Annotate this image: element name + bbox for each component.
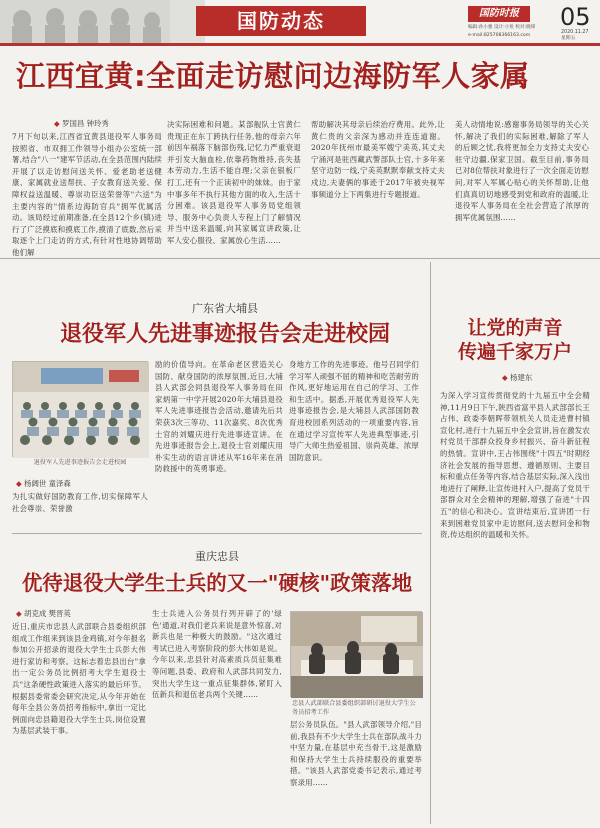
byline-marker-icon: ◆	[16, 609, 25, 618]
article3-col-1: 近日,重庆市忠县人武部联合县委组织部组成工作组来到该县金鸡镇,对今年报名参加公开招录的退役大学生士兵彭大伟进行家访和考察。这标志着忠县出台"拿出一定公务员比例招考大学生退役士兵"这条硬性政策进入落实的最后环节。根据县委常委会研究决定,从今年开始在每年全县公务员招考指标中,拿出一定比例面向忠县籍退役大学生士兵,岗位设置为基层武装干事。	[12, 622, 146, 736]
main-col-3: 帮助解决其母亲后续治疗费用。此外,让黄仁贵的父亲深为感动并连连道谢。2020年抚州市最美军嫂宁美英,其丈夫宁涌河是驻西藏武警部队士官,十多年来坚守边防一线,宁美英默默奉献支持丈夫戍边,夫妻俩的事迹于2017年被央视军事频道分上下两集进行专题报道。	[311, 120, 445, 199]
article3-headline: 优待退役大学生士兵的又一"硬核"政策落地	[21, 571, 413, 595]
masthead	[468, 3, 596, 41]
article2-col-2: 励的价值导向。在革命老区营造关心国防、献身国防的浓厚氛围,近日,大埔县人武部会同县退役军人事务局在田家炳第一中学开展2020年大埔县退役军人先进事迹报告会活动,邀请先后共荣获3次三等功、11次嘉奖、8次优秀士官的刘耀庆进行先进事迹宣讲。在先进事迹报告会上,退役士官刘耀庆用朴实生动的语言讲述从军16年来在消防救援中的英勇事迹。	[155, 360, 283, 474]
article4-headline-line1: 让党的声音	[467, 317, 563, 339]
byline-marker-icon: ◆	[502, 373, 511, 382]
section-title: 国防动态	[196, 6, 366, 36]
byline-text: 杨阔世 童泽森	[24, 479, 71, 488]
article3-photo-caption: 忠县人武部联合县委组织部研讨退役大学生公务员招考工作	[292, 700, 416, 716]
byline-marker-icon: ◆	[16, 479, 25, 488]
article3-byline	[16, 608, 136, 619]
page-number: 05	[560, 3, 591, 31]
article3-col-3: 层公务员队伍。"县人武部领导介绍,"目前,我县有不少大学生士兵在部队战斗力中坚力量,在基层中充当骨干,这是激励和保持大学生士兵持续服役的重要举措。"该县人武部党委书记表示,通过考察录用……	[290, 720, 422, 787]
byline-text: 罗国昌 钟玲秀	[62, 119, 109, 128]
article4-body: 为深入学习宣传贯彻党的十九届五中全会精神,11月9日下午,陕西省富平县人武部部长王占伟、政委李朝晖带领机关人员走进曹村镇宣化村,进行十九届五中全会宣讲,旨在激发农村党员干部群众投身乡村振兴、奋斗新征程的热情。宣讲中,王占伟围绕"十四五"时期经济社会发展的指导思想、遵循原则、主要目标和重点任务等内容,结合基层实际,深入浅出地进行了阐释,让宣传进村入户,提高了党员干部群众对全会精神的理解,增强了奋进"十四五"的信心和决心。宣讲结束后,宣讲团一行来到困难党员家中走访慰问,送去慰问金和物资,传达组织的温暖和关怀。	[440, 391, 590, 540]
main-col-1: 7月下旬以来,江西省宜黄县退役军人事务局按照省、市双拥工作领导小组办公室统一部署,结合"八一"建军节活动,在全县范围内陆续开展了以走访慰问送关怀、爱老助老送健康、家属就业送帮扶、子女教育送关爱、保障权益送温暖、尊崇功臣送荣誉等"六送"为主要内容的"情系边海防官兵"拥军优属活动。该局经过前期准备,在全县12个乡(镇)进行了广泛摸底和摸底工作,摸清了底数,然后采取逐个上门走访的方式,有针对性地协调帮助他们解	[12, 132, 162, 257]
article2-byline	[16, 478, 136, 489]
article2-photo-caption: 退役军人先进事迹报告会走进校园	[33, 459, 127, 466]
article3-col-2: 生士兵进入公务员行列开辟了的'绿色'通道,对我们老兵来说是意外惊喜,对新兵也是一种极大的鼓励。"这次通过考试已进入考察阶段的彭大伟如是说。今年以来,忠县针对高素质兵员征集难等问题,县委、政府和人武部共同发力,突出大学生这一重点征集群体,紧盯入伍新兵和退伍老兵两个关键……	[152, 609, 282, 700]
article4-byline	[502, 372, 582, 383]
credits-line: 编辑:孙小强 设计:小鱼 校对:晓锋	[468, 25, 536, 30]
header-rule	[0, 43, 600, 46]
article2-col-3: 身地方工作的先进事迹。他号召同学们学习军人顽强不屈的精神和吃苦耐劳的作风,更好地运用在自己的学习、工作和生活中。据悉,开展优秀退役军人先进事迹报告会,是大埔县人武部国防教育进校园系列活动的一项重要内容,旨在通过学习宣传军人先进典型事迹,引导广大师生热爱祖国、崇尚英雄、浓厚国防意识。	[289, 360, 419, 462]
issue-weekday: 星期五	[561, 36, 576, 41]
email-line: e-mail:825708366163.com	[468, 33, 531, 38]
main-col-4: 美人动情地说:感谢事务局领导的关心关怀,解决了我们的实际困难,解除了军人的后顾之忧,我将更加全力支持丈夫安心驻守边疆,保家卫国。截至目前,事务局已对8位帮扶对象进行了一次全面走访慰问,对军人军属心贴心的关怀帮助,让他们真真切切地感受到党和政府的温暖,让退役军人事务局在全社会营造了浓厚的拥军优属氛围……	[455, 120, 589, 222]
article2-kicker: 广东省大埔县	[192, 302, 258, 315]
issue-date: 2020.11.27	[561, 30, 589, 35]
main-headline: 江西宜黄:全面走访慰问边海防军人家属	[16, 59, 530, 93]
main-byline	[54, 118, 164, 129]
section-divider	[0, 258, 600, 259]
column-divider	[430, 262, 431, 824]
article4-headline-line2: 传遍千家万户	[457, 341, 572, 363]
article2-photo	[12, 361, 148, 457]
article3-kicker: 重庆忠县	[195, 550, 239, 563]
article2-headline: 退役军人先进事迹报告会走进校园	[59, 322, 390, 347]
banner-soldiers-image	[0, 0, 205, 44]
main-col-2: 决实际困难和问题。某部舰队士官黄仁贵现正在东丁跨执行任务,他的母亲六年前因车祸落下脑部伤残,记忆力严重衰退并引发大脑血栓,依靠药物维持,丧失基本劳动力,生活不能自理;父亲在银板厂打工,还有一个正读初中的妹妹。由于家中事多年不执行其他方面的收入,生活十分困难。该县退役军人事务局党组领导、服务中心负责人专程上门了解情况并当中送来温暖,向其家属宣讲政策,让军人安心服役、家属放心生活……	[167, 120, 301, 245]
article2-col-1: 为扎实做好国防教育工作,切实保障军人社会尊崇、荣誉激	[12, 492, 148, 513]
byline-marker-icon: ◆	[54, 119, 63, 128]
page-banner	[0, 0, 600, 44]
byline-text: 杨建东	[510, 373, 533, 382]
article3-photo	[290, 611, 422, 697]
byline-text: 胡克成 樊晋英	[24, 609, 71, 618]
masthead-logo: 国防时报	[468, 6, 530, 22]
section-divider	[12, 533, 422, 534]
